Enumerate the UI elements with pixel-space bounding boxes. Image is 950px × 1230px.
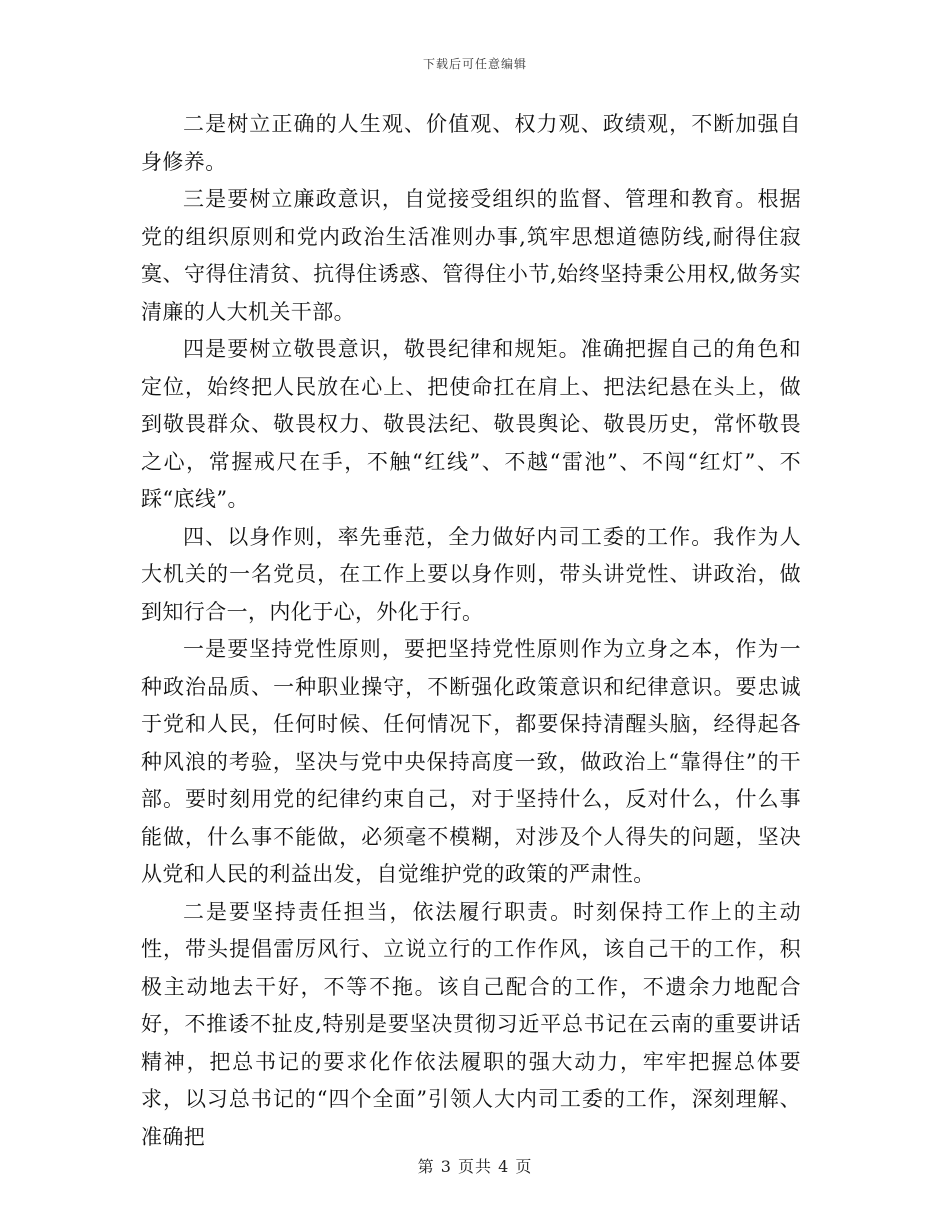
paragraph: 二是要坚持责任担当，依法履行职责。时刻保持工作上的主动性，带头提倡雷厉风行、立说立行的工作作风，该自己干的工作，积极主动地去干好，不等不拖。该自己配合的工作，不遗余力地配合好，不推诿不扯皮,特别是要坚决贯彻习近平总书记在云南的重要讲话精神，把总书记的要求化作依法履职的强大动力，牢牢把握总体要求，以习总书记的“四个全面”引领人大内司工委的工作，深刻理解、准确把 [141, 899, 801, 1149]
section-heading-paragraph: 四、以身作则，率先垂范，全力做好内司工委的工作。我作为人大机关的一名党员，在工作上要以身作则，带头讲党性、讲政治，做到知行合一，内化于心，外化于行。 [141, 524, 801, 624]
page-header-note: 下载后可任意编辑 [422, 57, 527, 71]
page-number-footer: 第 3 页共 4 页 [417, 1157, 533, 1176]
document-body [141, 106, 801, 1156]
paragraph: 二是树立正确的人生观、价值观、权力观、政绩观，不断加强自身修养。 [141, 112, 801, 174]
paragraph: 三是要树立廉政意识，自觉接受组织的监督、管理和教育。根据党的组织原则和党内政治生活准则办事,筑牢思想道德防线,耐得住寂寞、守得住清贫、抗得住诱惑、管得住小节,始终坚持秉公用权,做务实清廉的人大机关干部。 [141, 187, 801, 324]
paragraph: 一是要坚持党性原则，要把坚持党性原则作为立身之本，作为一种政治品质、一种职业操守，不断强化政策意识和纪律意识。要忠诚于党和人民，任何时候、任何情况下，都要保持清醒头脑，经得起各种风浪的考验，坚决与党中央保持高度一致，做政治上“靠得住”的干部。要时刻用党的纪律约束自己，对于坚持什么，反对什么，什么事能做，什么事不能做，必须毫不模糊，对涉及个人得失的问题，坚决从党和人民的利益出发，自觉维护党的政策的严肃性。 [141, 637, 801, 886]
paragraph: 四是要树立敬畏意识，敬畏纪律和规矩。准确把握自己的角色和定位，始终把人民放在心上、把使命扛在肩上、把法纪悬在头上，做到敬畏群众、敬畏权力、敬畏法纪、敬畏舆论、敬畏历史，常怀敬畏之心，常握戒尺在手，不触“红线”、不越“雷池”、不闯“红灯”、不踩“底线”。 [141, 337, 801, 511]
